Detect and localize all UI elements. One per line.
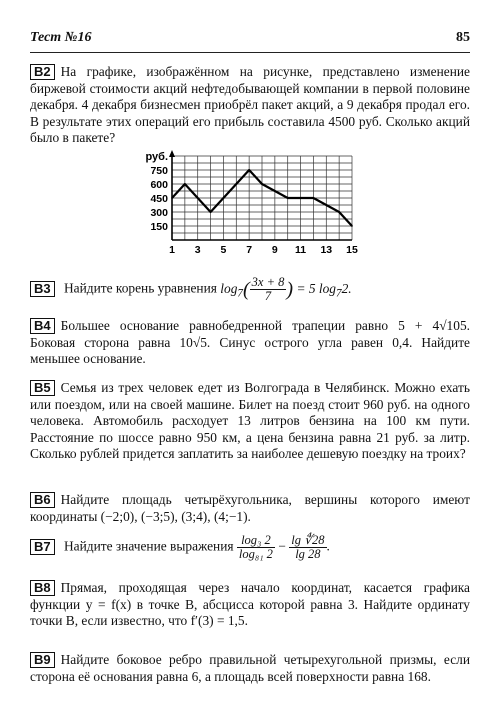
data-point xyxy=(184,183,186,185)
log-base: 7 xyxy=(237,287,243,300)
task-text: Большее основание равнобедренной трапеции равно 5 + 4√105. Боковая сторона равна 10√5. Синус острого угла равен 0,4. Найдите меньшее основание. xyxy=(30,318,470,366)
task-text: Найдите боковое ребро правильной четырехугольной призмы, если сторона её основания равна 6, а площадь всей поверхности равна 168. xyxy=(30,652,470,684)
fraction-denominator: 7 xyxy=(264,289,272,303)
task-text: На графике, изображённом на рисунке, представлено изменение биржевой стоимости акций нефтедобывающей компании в первой половине декабря. 4 декабря бизнесмен приобрёл пакет акций, а 9 декабря продал его. В результате этих операций его прибыль составила 4500 руб. Сколько акций было в пакете? xyxy=(30,64,470,145)
data-point xyxy=(197,197,199,199)
data-point xyxy=(313,197,315,199)
x-tick-label: 11 xyxy=(295,244,307,256)
task-label: B7 xyxy=(30,539,55,555)
data-point xyxy=(274,190,276,192)
rhs-value: 2. xyxy=(341,280,352,296)
fraction-numerator: log₃ 2 xyxy=(237,534,275,548)
task-label: B2 xyxy=(30,64,55,80)
log-expression xyxy=(220,275,352,303)
x-tick-label: 13 xyxy=(320,244,333,256)
fraction-numerator: lg ∜28 xyxy=(291,533,325,547)
task-b8 xyxy=(30,580,470,630)
data-point xyxy=(248,169,250,171)
task-label: B9 xyxy=(30,652,55,668)
task-label: B4 xyxy=(30,318,55,334)
y-axis-label: руб. xyxy=(145,151,168,163)
log-function: log xyxy=(220,280,238,296)
x-tick-label: 15 xyxy=(346,244,358,256)
x-tick-label: 3 xyxy=(194,244,201,256)
y-tick-label: 600 xyxy=(150,179,168,191)
data-point xyxy=(351,225,353,227)
test-title: Тест №16 xyxy=(30,30,92,45)
stock-price-chart xyxy=(140,150,370,258)
period: . xyxy=(326,538,330,554)
page-number: 85 xyxy=(456,30,470,45)
data-point xyxy=(338,211,340,213)
fraction-1 xyxy=(237,534,275,561)
task-label: B3 xyxy=(30,281,55,297)
fraction-denominator: log₈₁ 2 xyxy=(238,547,273,561)
x-tick-label: 5 xyxy=(220,244,227,256)
equation-rhs: = 5 log xyxy=(296,280,336,296)
task-text: Найдите корень уравнения xyxy=(63,280,217,296)
fraction xyxy=(250,276,287,303)
fraction-denominator: lg 28 xyxy=(295,547,321,561)
task-b9 xyxy=(30,652,470,685)
fraction-numerator: 3x + 8 xyxy=(251,275,285,289)
minus-sign: − xyxy=(278,538,286,554)
data-point xyxy=(325,204,327,206)
y-tick-label: 150 xyxy=(150,221,168,233)
fraction-2 xyxy=(289,534,326,561)
y-tick-label: 300 xyxy=(150,207,168,219)
data-point xyxy=(261,183,263,185)
task-label: B6 xyxy=(30,492,55,508)
paren-open: ( xyxy=(243,278,250,301)
task-text: Найдите значение выражения xyxy=(63,538,234,554)
data-point xyxy=(235,183,237,185)
x-tick-label: 7 xyxy=(246,244,253,256)
task-b2 xyxy=(30,64,470,147)
task-label: B5 xyxy=(30,380,55,396)
task-text: Прямая, проходящая через начало координат, касается графика функции y = f(x) в точке B, абсцисса которой равна 3. Найдите ординату точки B, если известно, что f′(3) = 1,5. xyxy=(30,580,470,628)
x-tick-label: 9 xyxy=(271,244,278,256)
paren-close: ) xyxy=(286,278,294,301)
x-tick-label: 1 xyxy=(169,244,175,256)
data-point xyxy=(171,197,173,199)
y-axis-arrow-icon xyxy=(169,150,175,157)
task-b4 xyxy=(30,318,470,368)
task-label: B8 xyxy=(30,580,55,596)
data-point xyxy=(210,211,212,213)
rhs-log-base: 7 xyxy=(335,287,342,300)
task-b6 xyxy=(30,492,470,525)
data-point xyxy=(287,197,289,199)
page-header xyxy=(30,30,470,53)
task-text: Найдите площадь четырёхугольника, вершины которого имеют координаты (−2;0), (−3;5), (3;4), (4;−1). xyxy=(30,492,470,524)
task-text: Семья из трех человек едет из Волгограда в Челябинск. Можно ехать или поездом, или на своей машине. Билет на поезд стоит 960 руб. на одного человека. Автомобиль расходует 13 литров бензина на 100 км пути. Расстояние по шоссе равно 950 км, а цена бензина равна 21 руб. за литр. Сколько рублей придется заплатить за наиболее дешевую поездку на троих? xyxy=(30,380,470,461)
data-point xyxy=(300,197,302,199)
y-tick-label: 450 xyxy=(150,193,168,205)
task-b5 xyxy=(30,380,470,463)
task-b3 xyxy=(30,276,470,303)
task-b7 xyxy=(30,534,470,561)
data-point xyxy=(223,197,225,199)
y-tick-label: 750 xyxy=(150,165,168,177)
